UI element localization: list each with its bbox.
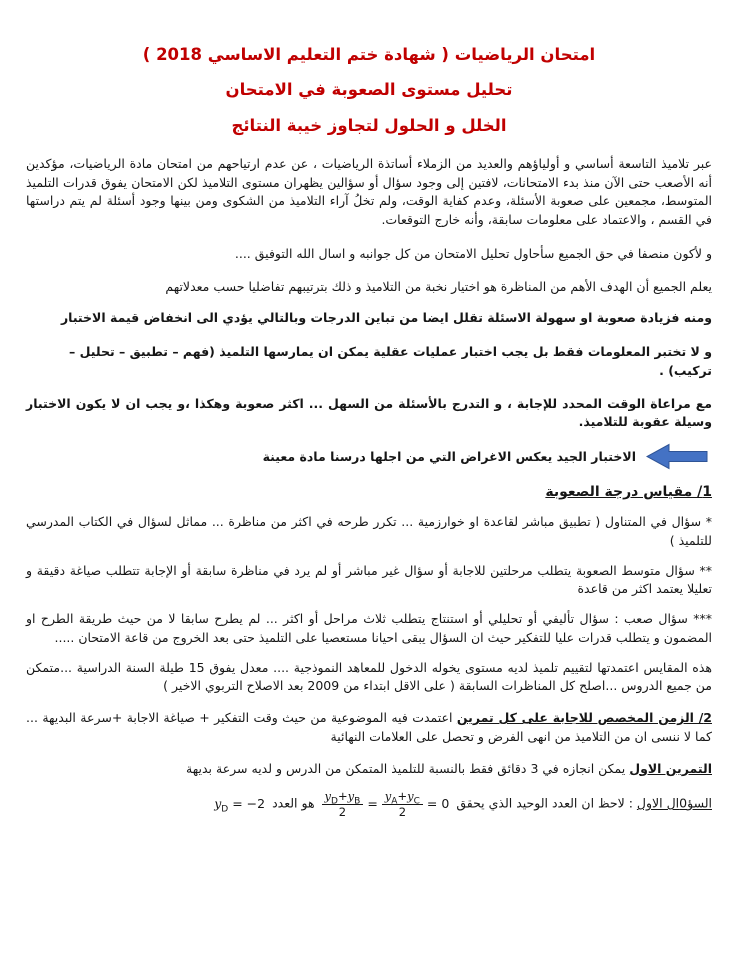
- goal-paragraph: يعلم الجميع أن الهدف الأهم من المناظرة هو اختيار نخبة من التلاميذ و ذلك بترتيبهم تفاضليا حسب معدلاتهم: [165, 278, 712, 294]
- fraction-ya-yc: $\frac{y_A+y_C}{2}$: [382, 790, 423, 818]
- criteria-paragraph: هذه المقايس اعتمدتها لتقييم تلميذ لديه مستوى يخوله الدخول للمعاهد النموذجية .... معدل يفوق 15 طيلة السنة الدراسية ...متمكن من جميع الدروس ...اصلح كل المناظرات السابقة ( على الاقل ابتداء من 2009 بعد الاصلاح التربوي الاخير ): [26, 659, 712, 694]
- equals-sign: =: [426, 796, 438, 812]
- equation-condition: [322, 790, 450, 818]
- question-1-line: [26, 790, 712, 818]
- document-title-line2: تحليل مستوى الصعوبة في الامتحان: [225, 80, 513, 100]
- question-1-text-before: : لاحظ ان العدد الوحيد الذي يحقق: [456, 795, 633, 811]
- left-arrow-icon: [646, 443, 708, 470]
- question-1-text-middle: هو العدد: [272, 795, 315, 811]
- fraction-yd-yb: $\frac{y_D+y_B}{2}$: [322, 790, 364, 818]
- question-1-label: السؤ0ال الاول: [636, 795, 712, 811]
- exercise-1-paragraph: [26, 760, 712, 779]
- equation-result: [214, 791, 265, 817]
- yd-variable: $y_D$: [214, 796, 229, 815]
- variance-paragraph: ومنه فزيادة صعوبة او سهولة الاسئلة تقلل ايضا من تباين الدرجات وبالتالي يؤدي الى انخفاض قيمة الاختبار: [60, 310, 712, 326]
- equals-sign: =: [232, 796, 243, 812]
- fairness-paragraph: و لأكون منصفا في حق الجميع سأحاول تحليل الامتحان من كل جوانبه و اسال الله التوفيق ....: [234, 245, 712, 261]
- equals-sign: =: [367, 796, 378, 812]
- document-title-line1: امتحان الرياضيات ( شهادة ختم التعليم الاساسي 2018 ): [142, 45, 596, 64]
- zero-value: 0: [441, 796, 450, 812]
- answer-time-paragraph: [26, 709, 712, 747]
- answer-time-text: اعتمدت فيه الموضوعية من حيث وقت التفكير + صياغة الاجابة +سرعة البديهة ... كما لا ننسى ان من التلاميذ من انهى الفرض و تحصل على العلامات النهائية: [26, 710, 712, 744]
- easy-question-paragraph: * سؤال في المتناول ( تطبيق مباشر لقاعدة او خوارزمية ... تكرر طرحه في اكثر من مناظرة ... مماثل لسؤال في الكتاب المدرسي للتلميذ ): [26, 514, 712, 548]
- mental-operations-paragraph: و لا تختبر المعلومات فقط بل يجب اختبار عمليات عقلية يمكن ان يمارسها التلميذ (فهم – تطبيق – تحليل – تركيب) .: [69, 344, 712, 378]
- arrow-note-text: الاختبار الجيد يعكس الاغراض التي من اجلها درسنا مادة معينة: [262, 449, 636, 465]
- timing-paragraph: مع مراعاة الوقت المحدد للإجابة ، و التدرج بالأسئلة من السهل ... اكثر صعوبة وهكذا ،و يجب ان لا يكون الاختبار وسيلة عقوبة للتلاميذ.: [26, 395, 712, 430]
- intro-paragraph: عبر تلاميذ التاسعة أساسي و أولياؤهم والعديد من الزملاء أساتذة الرياضيات ، عن عدم ارتياحهم من امتحان مادة الرياضيات، مؤكدين أنه الأصعب حتى الآن منذ بدء الامتحانات، لافتين إلى وجود سؤال أو سؤالين يظهران مستوى التلاميذ لكن الامتحان يفوق قدرات التلميذ المتوسط، مجمعين على صعوبة الأسئلة، وعدم كفاية الوقت، ولم تخلُ آراء التلاميذ من الشكوى ومن بينها وجود أسئلة لم يتم دراستها في القسم ، والاعتماد على معلومات سابقة، وأنه خارج التوقعات.: [26, 155, 712, 228]
- difficulty-scale-heading: 1/ مقياس درجة الصعوبة: [545, 484, 712, 501]
- document-title-line3: الخلل و الحلول لتجاوز خيبة النتائج: [231, 115, 507, 135]
- answer-time-heading: 2/ الزمن المخصص للاجابة على كل تمرين: [456, 710, 712, 726]
- arrow-note-row: [26, 443, 708, 470]
- result-value: −2: [246, 796, 266, 812]
- exercise-1-text: يمكن انجازه في 3 دقائق فقط بالنسبة للتلميذ المتمكن من الدرس و لديه سرعة بديهة: [186, 760, 626, 776]
- medium-question-paragraph: ** سؤال متوسط الصعوبة يتطلب مرحلتين للاجابة أو سؤال غير مباشر أو لم يرد في مناظرة سابقة أو الإجابة تتطلب صياغة دقيقة و تعليلا يعتمد اكثر من قاعدة: [26, 562, 712, 597]
- hard-question-paragraph: *** سؤال صعب : سؤال تأليفي أو تحليلي أو استنتاج يتطلب ثلاث مراحل أو اكثر ... لم يطرح سابقا لا من حيث طريقة الطرح او المضمون و يتطلب قدرات عليا للتفكير حيث ان السؤال يبقى احيانا مستعصيا على التلميذ حتى بعد الخروج من قاعة الامتحان .....: [26, 611, 712, 645]
- exercise-1-label: التمرين الاول: [629, 760, 712, 776]
